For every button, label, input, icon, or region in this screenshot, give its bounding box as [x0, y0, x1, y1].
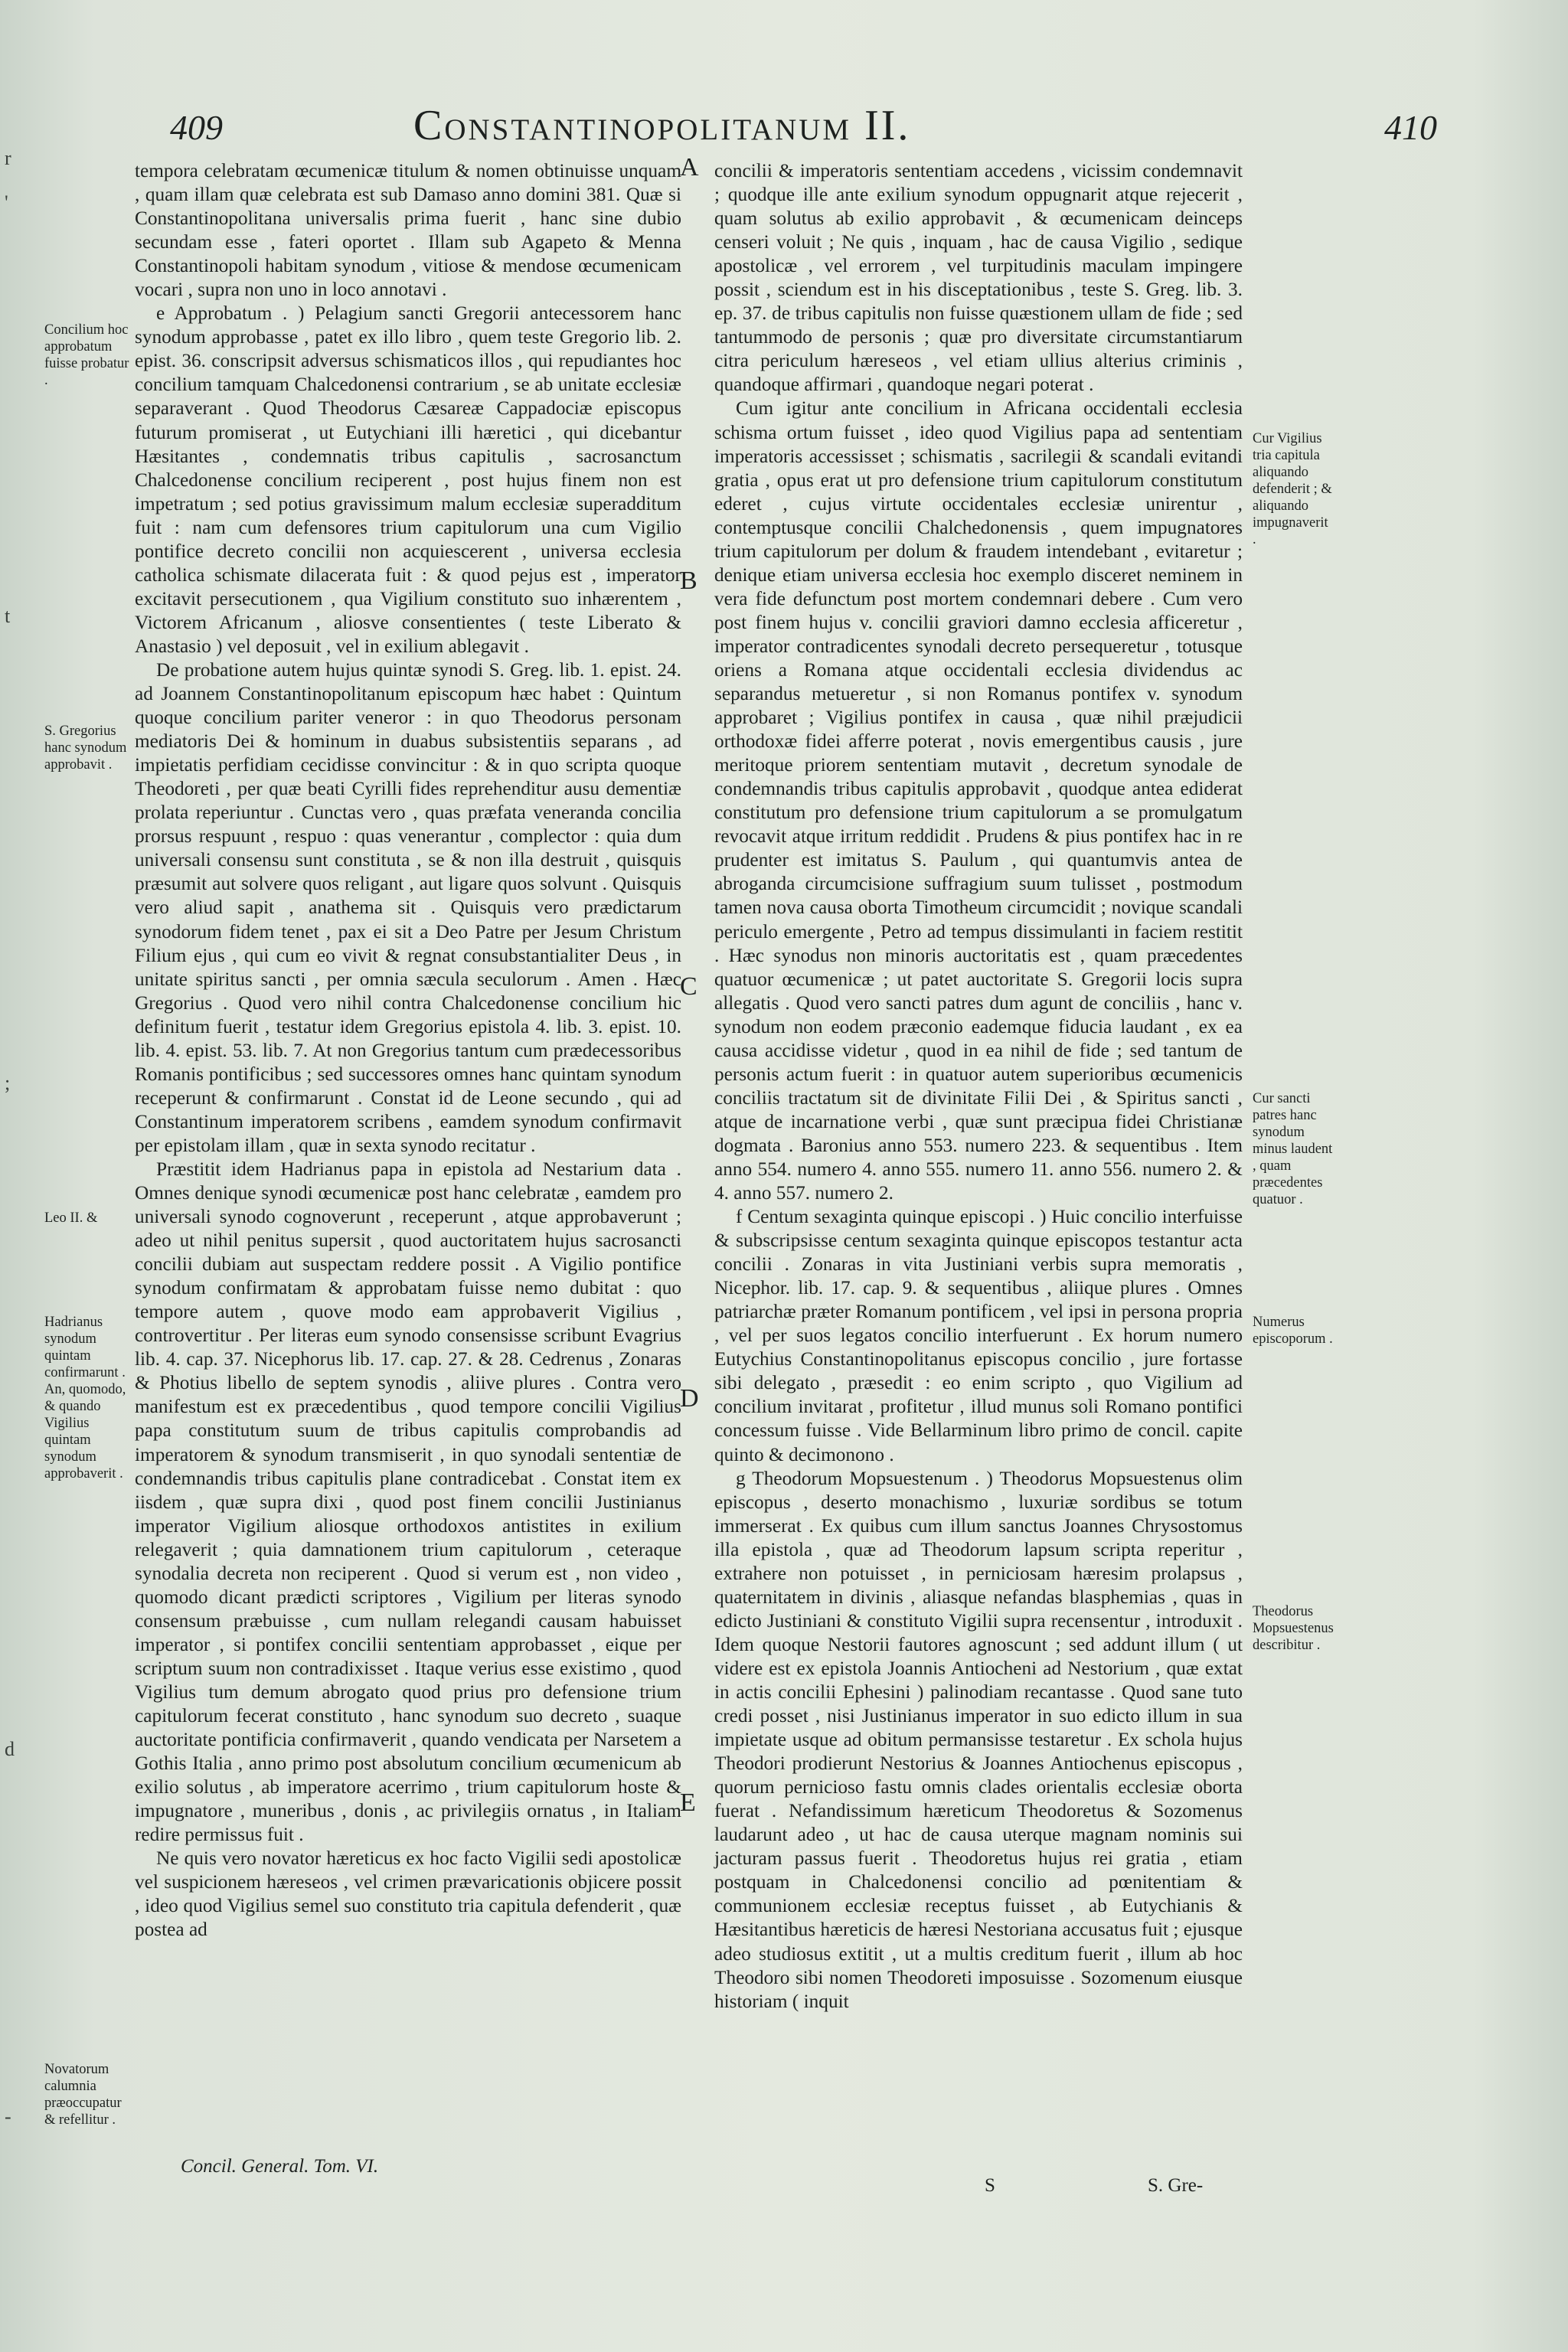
- paragraph: g Theodorum Mopsuestenum . ) Theodorus Mopsuestenus olim episcopus , deserto monachismo , luxuriæ sordibus se totum immerserat . Ex quibus cum illum sanctus Joannes Chrysostomus illa epistola , quæ ad Theodorum lapsum scripta reperitur , extrahere non potuisset , in perniciosam hæresim prolapsus , quaternitatem in divinis , aliasque nefandas blasphemias , quas in edicto Justiniani & constituto Vigilii supra recensentur , introduxit . Idem quoque Nestorii fautores agnoscunt ; sed addunt illum ( ut videre est ex epistola Joannis Antiocheni ad Nestorium , quæ extat in actis concilii Ephesini ) palinodiam recantasse . Quod sane tuto credi posset , nisi Justinianus imperator in suo edicto illum in sua impietate usque ad obitum permansisse testaretur . Ex schola hujus Theodori prodierunt Nestorius & Joannes Antiochenus episcopus , quorum pernicioso fastu omnis clades orientalis ecclesiæ oborta fuerat . Nefandissimum hæreticum Theodoretus & Sozomenus laudarunt adeo , ut hac de causa uterque magnam nominis sui jacturam passus fuerit . Theodoretus hujus rei gratia , etiam postquam in Chalcedonensi concilio ad pœnitentiam & communionem ecclesiæ receptus fuisset , ab Eutychianis & Hæsitantibus hæreticis de hæresi Nestoriana accusatus fuit ; ejusque adeo studiosus extitit , ut a multis creditum fuerit , illum ab hoc Theodoro sibi nomen Theodoreti imposuisse . Sozomenum eiusque historiam ( inquit: [714, 1467, 1243, 2012]
- running-title: Constantinopolitanum II.: [413, 102, 911, 149]
- signature-mark: S: [985, 2175, 995, 2196]
- gutter-mark: ;: [5, 1072, 11, 1094]
- margin-note: Hadrianus synodum quintam confirmarunt . An, quomodo, & quando Vigilius quintam synodum approbaverit .: [44, 1315, 126, 1481]
- gutter-mark: -: [5, 2105, 11, 2128]
- page-number-left: 409: [170, 108, 223, 147]
- margin-note: Numerus episcoporum .: [1253, 1315, 1333, 1347]
- paragraph: f Centum sexaginta quinque episcopi . ) Huic concilio interfuisse & subscripsisse centum sexaginta quinque episcopos testantur acta concilii . Zonaras in vita Justiniani verbis supra memoratis , Nicephor. lib. 17. cap. 9. & sequentibus , aliique plures . Omnes patriarchæ præter Romanum pontificem , vel ipsi in persona propria , vel per suos legatos concilio interfuerunt . Ex horum numero Eutychius Constantinopolitanus episcopus concilio , jure fortasse sibi delegato , præsedit : eo enim scripto , quo Vigilium ad concilium invitarat , profitetur , illud munus soli Romano pontifici concessum fuisse . Vide Bellarminum libro primo de concil. capite quinto & decimonono .: [714, 1206, 1243, 1465]
- gutter-marks: [5, 145, 18, 2136]
- paragraph: concilii & imperatoris sententiam accedens , vicissim condemnavit ; quodque ille ante exilium synodum oppugnarit atque rejecerit , quam solutus ab exilio approbavit , & œcumenicam deinceps censeri voluit ; Ne quis , inquam , hac de causa Vigilio , sedique apostolicæ , vel errorem , vel turpitudinis maculam impingere possit , sciendum est in his disceptationibus , teste S. Greg. lib. 3. ep. 37. de tribus capitulis non fuisse quæstionem ullam de fide ; sed tantummodo de personis ; quæ pro diversitate circumstantiarum citra periculum hæreseos , vel etiam ullius alterius criminis , quandoque affirmari , quandoque negari poterat .: [714, 160, 1243, 396]
- margin-note: Cur Vigilius tria capitula aliquando defenderit ; & aliquando impugnaverit .: [1253, 431, 1332, 547]
- running-header: [0, 98, 1568, 152]
- page-number-right: 410: [1384, 108, 1437, 147]
- gutter-mark: ': [5, 191, 8, 214]
- paragraph: Præstitit idem Hadrianus papa in epistola ad Nestarium data . Omnes denique synodi œcumenicæ post hanc celebratæ , eamdem pro universali synodo cognoverunt , receperunt , atque approbaverunt ; adeo ut nihil penitus supersit , quod auctoritatem hujus sacrosancti concilii dubiam aut suspectam reddere possit . A Vigilio pontifice synodum confirmatam & approbatam fuisse nemo dubitat : quo tempore autem , quove modo eam approbaverit Vigilius , controvertitur . Per literas eum synodo consensisse scribunt Evagrius lib. 4. cap. 37. Nicephorus lib. 17. cap. 27. & 28. Cedrenus , Zonaras & Photius libello de septem synodis , aliive plures . Contra vero manifestum est ex præcedentibus , quod tempore concilii Vigilius papa constitutum suum de tribus capitulis comprobandis ad imperatorem & synodum transmiserit , in quo synodali sententiæ de condemnandis tribus capitulis plane contradicebat . Constat item ex iisdem , quæ supra dixi , quod post finem concilii Justinianus imperator Vigilium aliosque orthodoxos antistites in exilium relegaverit ; quia damnationem trium capitulorum , ceteraque synodalia decreta non reciperent . Quod si verum est , non video , quomodo dicant prædicti scriptores , Vigilium per literas synodo consensum præbuisse , cum nullam relegandi causam habuisset imperator , si pontifex concilii sententiam approbasset , eique per scriptum suum non contradixisset . Itaque verius esse existimo , quod Vigilius tum demum abrogato quod prius pro defensione trium capitulorum fecerat constituto , hanc synodum suo decreto , suaque auctoritate pontificia confirmaverit , quando vendicata per Narsetem a Gothis Italia , anno primo post absolutum concilium œcumenicum ab exilio solutus , ab imperatore acerrimo , trium capitulorum hoste & impugnatore , muneribus , donis , ac privilegiis ornatus , in Italiam redire permissus fuit .: [135, 1158, 681, 1846]
- margin-note: S. Gregorius hanc synodum approbavit .: [44, 724, 127, 773]
- paragraph: Cum igitur ante concilium in Africana occidentali ecclesia schisma ortum fuisset , ideo quod Vigilius papa ad sententiam imperatoris accessisset ; schismatis , sacrilegii & scandali evitandi gratia , opus erat ut pro defensione trium capitulorum constitutum ederet , cujus virtute occidentales ecclesiæ unirentur , contemptusque concilii Chalchedonensis , quem impugnatores trium capitulorum per dolum & fraudem intendebant , evitaretur ; denique etiam universa ecclesia hoc exemplo disceret neminem in vera fide defunctum post mortem condemnari debere . Cum vero post finem hujus v. concilii graviori damno ecclesia afficeretur , imperator contradicentes synodali decreto persequeretur , totusque oriens a Romana atque occidentali ecclesia dividendus ac separandus metueretur , si non Romanus pontifex v. synodum approbaret ; Vigilius pontifex in causa , quæ nihil præjudicii orthodoxæ fidei afferre poterat , novis emergentibus causis , jure meritoque priorem sententiam mutavit , decretum synodale de condemnandis tribus capitulis approbavit , quodque antea ediderat constitutum pro defensione trium capitulorum a se promulgatum revocavit atque irritum reddidit . Prudens & pius pontifex hac in re prudenter est imitatus S. Paulum , qui quantumvis antea de abroganda circumcisione suffragium suum tulisset , postmodum tamen nova causa oborta Timotheum circumcidit ; novique scandali periculo emergente , Petro ad tempus dissimulanti in faciem restitit . Hæc synodus non minoris auctoritatis est , quam præcedentes quatuor œcumenicæ ; ut patet auctoritate S. Gregorii locis supra allegatis . Quod vero sancti patres dum agunt de conciliis , hanc v. synodum non eodem præconio eademque fiducia laudant , ex ea causa accidisse videtur , quod in ea nihil de fide ; sed tantum de personis actum fuerit : in quatuor autem superioribus œcumenicis conciliis tractatum sit de divinitate Filii Dei , & Spiritus sancti , atque de incarnatione verbi , quæ sunt præcipua fidei Christianæ dogmata . Baronius anno 553. numero 223. & sequentibus . Item anno 554. numero 4. anno 555. numero 11. anno 556. numero 2. & 4. anno 557. numero 2.: [714, 397, 1243, 1204]
- margin-note: Theodorus Mopsuestenus describitur .: [1253, 1604, 1334, 1653]
- section-letter: B: [680, 567, 697, 595]
- paragraph: De probatione autem hujus quintæ synodi S. Greg. lib. 1. epist. 24. ad Joannem Constantinopolitanum episcopum hæc habet : Quintum quoque concilium pariter veneror : in quo Theodorus personam mediatoris Dei & hominum in duabus subsistentiis separans , ad impietatis perfidiam cecidisse convincitur : & in quo scripta quoque Theodoreti , per quæ beati Cyrilli fides reprehenditur ausu dementiæ prolata reperiuntur . Cunctas vero , quas præfata veneranda concilia prorsus respuunt , respuo : quas venerantur , complector : quia dum universali consensu sunt constituta , se & non illa destruit , quisquis præsumit aut solvere quos religant , aut ligare quos solvunt . Quisquis vero aliud sapit , anathema sit . Quisquis vero prædictarum synodorum fidem tenet , pax ei sit a Deo Patre per Jesum Christum Filium ejus , qui cum eo vivit & regnat consubstantialiter Deus , in unitate spiritus sancti , per omnia sæcula seculorum . Amen . Hæc Gregorius . Quod vero nihil contra Chalcedonense concilium hic definitum fuerit , testatur idem Gregorius epistola 4. lib. 3. epist. 10. lib. 4. epist. 53. lib. 7. At non Gregorius tantum cum prædecessoribus Romanis pontificibus ; sed successores omnes hanc quintam synodum receperunt & confirmarunt . Constat id de Leone secundo , qui ad Constantinum imperatorem scribens , eamdem synodum confirmavit per epistolam illam , quæ in sexta synodo recitatur .: [135, 658, 681, 1156]
- left-text-column: [135, 159, 681, 1942]
- section-letter: A: [680, 153, 699, 181]
- paragraph: e Approbatum . ) Pelagium sancti Gregorii antecessorem hanc synodum approbasse , patet ex illo libro , quem teste Gregorio lib. 2. epist. 36. conscripsit adversus schismaticos illos , qui repudiantes hoc concilium tamquam Chalcedonensi contrarium , se ab unitate ecclesiæ separaverant . Quod Theodorus Cæsareæ Cappadociæ episcopus futurum promiserat , ut Eutychiani illi hæretici , qui dicebantur Hæsitantes , condemnatis tribus capitulis , sacrosanctum Chalcedonense concilium reciperent , post hujus finem non est impetratum ; sed potius gravissimum malum ecclesiæ superadditum fuit : nam cum defensores trium capitulorum una cum Vigilio pontifice decreto concilii non acquiescerent , universa ecclesia catholica schismate dilacerata fuit : & quod pejus est , imperator excitavit persecutionem , qua Vigilium constituto suo inhærentem , Victorem Africanum , aliosve consentientes ( teste Liberato & Anastasio ) vel deposuit , vel in exilium ablegavit .: [135, 302, 681, 657]
- right-text-column: [714, 159, 1243, 2014]
- section-letter: C: [680, 972, 697, 1001]
- margin-note: Cur sancti patres hanc synodum minus laudent , quam præcedentes quatuor .: [1253, 1091, 1333, 1207]
- margin-note: Concilium hoc approbatum fuisse probatur .: [44, 322, 129, 388]
- gutter-mark: t: [5, 605, 11, 627]
- gutter-mark: r: [5, 147, 11, 169]
- gutter-mark: d: [5, 1738, 15, 1760]
- section-letter: D: [680, 1384, 699, 1413]
- section-letter: E: [680, 1788, 696, 1817]
- margin-note: Novatorum calumnia præoccupatur & refellitur .: [44, 2062, 122, 2128]
- footer-reference: Concil. General. Tom. VI.: [181, 2156, 379, 2177]
- margin-note: Leo II. &: [44, 1210, 98, 1226]
- paragraph: tempora celebratam œcumenicæ titulum & nomen obtinuisse unquam , quam illam quæ celebrata est sub Damaso anno domini 381. Quæ si Constantinopolitana universalis prima fuerit , hanc sine dubio secundam esse , fateri oportet . Illam sub Agapeto & Menna Constantinopoli habitam synodum , vitiose & mendose œcumenicam vocari , supra non uno in loco annotavi .: [135, 160, 681, 301]
- paragraph: Ne quis vero novator hæreticus ex hoc facto Vigilii sedi apostolicæ vel suspicionem hæreseos , vel crimen prævaricationis objicere possit , ideo quod Vigilius semel suo constituto tria capitula defenderit , quæ postea ad: [135, 1847, 681, 1941]
- catchword: S. Gre-: [1148, 2175, 1204, 2196]
